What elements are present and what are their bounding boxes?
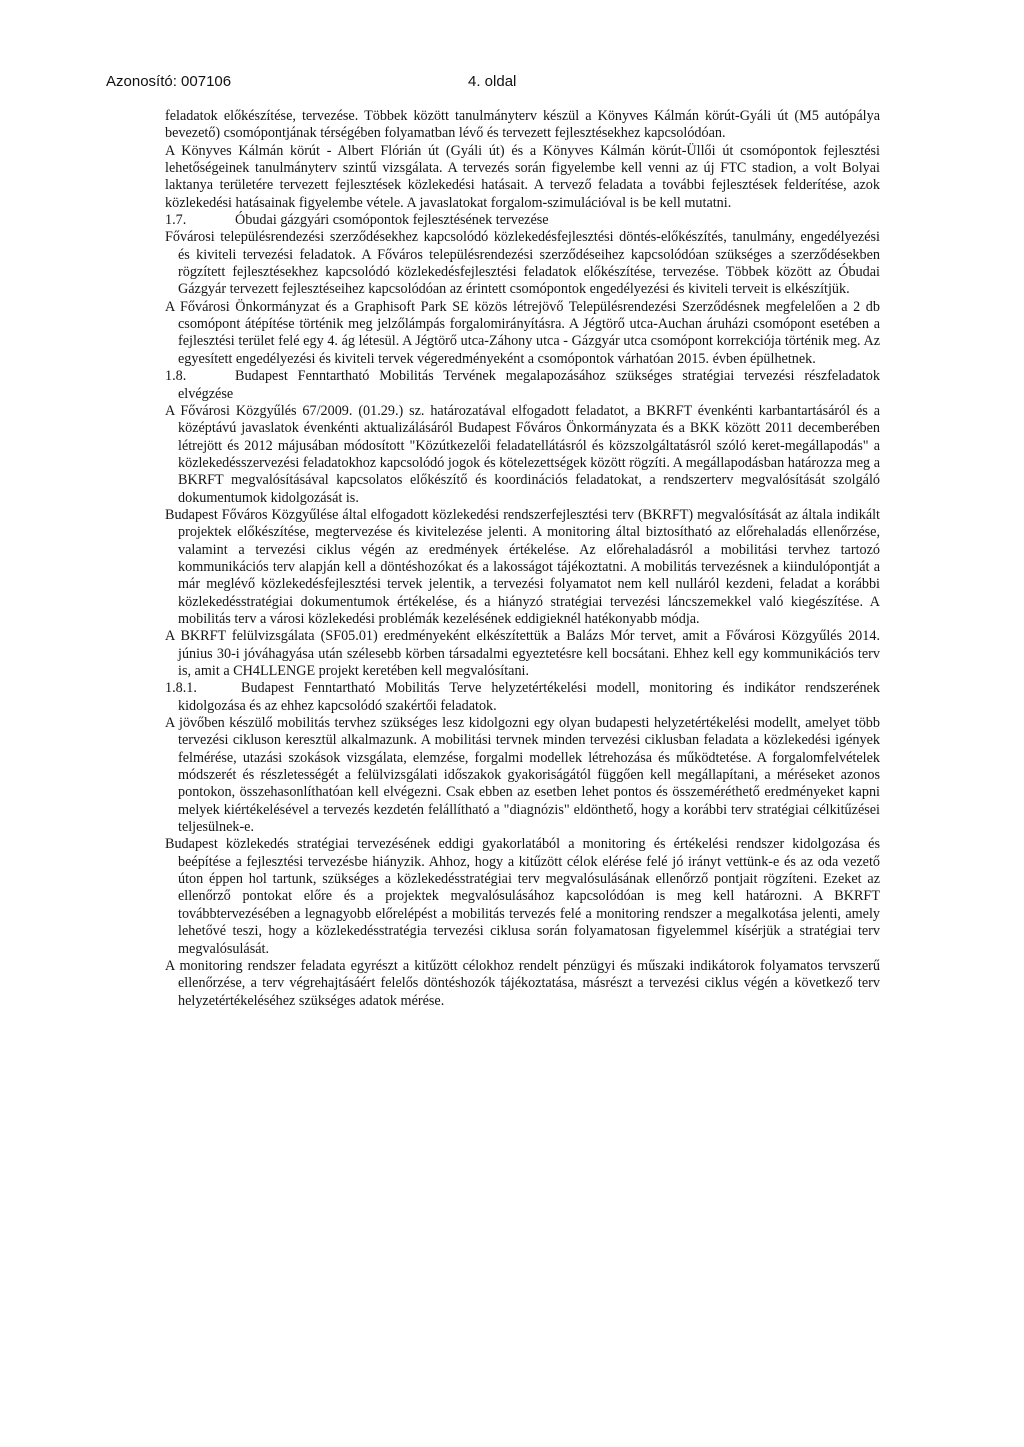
paragraph: A Könyves Kálmán körút - Albert Flórián út (Gyáli út) és a Könyves Kálmán körút-Üllői út csomópontok fejlesztési lehetőségeinek tanulmányterv szintű vizsgálata. A tervezés során figyelembe kell venni az új FTC stadion, a volt Bolyai laktanya területére tervezett fejlesztések közlekedési hatásait. A tervező feladata a további fejlesztések felderítése, azok közlekedési hatásainak figyelembe vétele. A javaslatokat forgalom-szimulációval is be kell mutatni. [165,142,880,211]
paragraph: Fővárosi településrendezési szerződésekhez kapcsolódó közlekedésfejlesztési döntés-előkészítés, tanulmány, engedélyezési és kiviteli tervezési feladatok. A Főváros településrendezési szerződéseihez kapcsolódóan szükséges a szerződésekben rögzített fejlesztésekhez kapcsolódó közlekedésfejlesztési feladatok előkészítése, tervezése. Többek között az Óbudai Gázgyár tervezett fejlesztéseihez kapcsolódóan az érintett csomópontok engedélyezési és kiviteli terveit is elkészítjük. [165,229,880,298]
section-heading [165,212,880,229]
page-number: 4. oldal [468,73,517,90]
section-heading [165,368,880,403]
section-title: Budapest Fenntartható Mobilitás Tervének megalapozásához szükséges stratégiai tervezési részfeladatok elvégzése [178,368,880,402]
section-title: Budapest Fenntartható Mobilitás Terve helyzetértékelési modell, monitoring és indikátor rendszerének kidolgozása és az ehhez kapcsolódó szakértői feladatok. [178,680,880,714]
section-number: 1.8. [165,368,187,385]
paragraph: Budapest közlekedés stratégiai tervezésének eddigi gyakorlatából a monitoring és értékelési rendszer kidolgozása és beépítése a fejlesztési tervezésbe hiányzik. Ahhoz, hogy a kitűzött célok elérése felé jó irányt vettünk-e és az oda vezető úton éppen hol tartunk, szükséges a közlekedésstratégiai terv megvalósulásának ellenőrző pontjait rögzíteni. Ezeket az ellenőrző pontokat előre és a projektek megvalósulásához kapcsolódóan is meg kell határozni. A BKRFT továbbtervezésében a legnagyobb előrelépést a mobilitás tervezés felé a monitoring rendszer a megalkotása jelenti, amely lehetővé teszi, hogy a közlekedésstratégia tervezési ciklusa során folyamatosan figyelemmel kísérjük a stratégiai terv megvalósulását. [165,836,880,957]
section-number: 1.8.1. [165,680,197,697]
paragraph: A jövőben készülő mobilitás tervhez szükséges lesz kidolgozni egy olyan budapesti helyzetértékelési modellt, amelyet több tervezési cikluson keresztül alkalmazunk. A mobilitási tervnek minden tervezési ciklusban feladata a közlekedési igények felmérése, utazási szokások vizsgálata, elemzése, forgalmi modellek létrehozása és működtetése. A forgalomfelvételek módszerét és részletességét a felülvizsgálati időszakok gyakoriságától függően kell megállapítani, a méréseket azonos pontokon, összehasonlíthatóan kell elvégezni. Csak ebben az esetben lehet pontos és összeméréthető eredményeket kapni melyek kiértékelésével a tervezés kezdetén felállítható a "diagnózis" eldönthető, hogy a korábbi terv stratégiai célkitűzései teljesülnek-e. [165,715,880,836]
paragraph: Budapest Főváros Közgyűlése által elfogadott közlekedési rendszerfejlesztési terv (BKRFT) megvalósítását az általa indikált projektek előkészítése, megtervezése és kivitelezése jelenti. A monitoring által biztosítható az előrehaladás ellenőrzése, valamint a tervezési ciklus végén az eredmények értékelése. Az előrehaladásról a mobilitási tervhez tartozó kommunikációs terv alapján kell a döntéshozókat és a lakosságot tájékoztatni. A mobilitás tervezésnek a kiindulópontját a már meglévő közlekedésfejlesztési tervek jelentik, a tervezési folyamatot nem kell nulláról kezdeni, feladat a korábbi közlekedésstratégiai dokumentumok értékelése, és a hiányzó stratégiai tervezési láncszemekkel való kiegészítése. A mobilitás terv a városi közlekedési problémák kezelésének eddigieknél hatékonyabb módja. [165,506,880,627]
document-id: Azonosító: 007106 [106,73,232,90]
paragraph: A Fővárosi Önkormányzat és a Graphisoft Park SE közös létrejövő Településrendezési Szerződésnek megfelelően a 2 db csomópont átépítése történik meg jelzőlámpás forgalomirányításra. A Jégtörő utca-Auchan áruházi csomópont esetében a fejlesztési terület felé egy 4. ág létesül. A Jégtörő utca-Záhony utca - Gázgyár utca csomópont korrekciója történik meg. Az egyesített engedélyezési és kiviteli tervek végeredményeként a csomópontok várhatóan 2015. évben épülhetnek. [165,298,880,367]
paragraph: feladatok előkészítése, tervezése. Többek között tanulmányterv készül a Könyves Kálmán körút-Gyáli út (M5 autópálya bevezető) csomópontjának térségében folyamatban lévő és tervezett fejlesztésekhez kapcsolódóan. [165,108,880,142]
section-title: Óbudai gázgyári csomópontok fejlesztésének tervezése [235,212,549,229]
paragraph: A BKRFT felülvizsgálata (SF05.01) eredményeként elkészítettük a Balázs Mór tervet, amit a Fővárosi Közgyűlés 2014. június 30-i jóváhagyása után szélesebb körben társadalmi egyeztetésre kell bocsátani. Ehhez kell egy kommunikációs terv is, amit a CH4LLENGE projekt keretében kell megvalósítani. [165,628,880,679]
paragraph: A Fővárosi Közgyűlés 67/2009. (01.29.) sz. határozatával elfogadott feladatot, a BKRFT évenkénti karbantartásáról és a középtávú javaslatok évenkénti aktualizálásáról Budapest Főváros Önkormányzata és a BKK között 2011 decemberében létrejött és 2012 májusában módosított "Közútkezelői feladatellátásról és közszolgáltatásról szóló keret-megállapodás" a közlekedésszervezési feladatokhoz kapcsolódó jogok és kötelezettségek között rögzíti. A megállapodásban határozza meg a BKRFT megvalósításával kapcsolatos előkészítő és koordinációs feladatokat, a rendszerterv megvalósítását szolgáló dokumentumok kidolgozását is. [165,402,880,506]
section-heading [165,680,880,715]
body-text [165,108,880,1010]
paragraph: A monitoring rendszer feladata egyrészt a kitűzött célokhoz rendelt pénzügyi és műszaki indikátorok folyamatos tervszerű ellenőrzése, a terv végrehajtásáért felelős döntéshozók tájékoztatása, másrészt a tervezési ciklus végén a következő terv helyzetértékeléséhez szükséges adatok mérése. [165,957,880,1009]
section-number: 1.7. [165,212,187,229]
